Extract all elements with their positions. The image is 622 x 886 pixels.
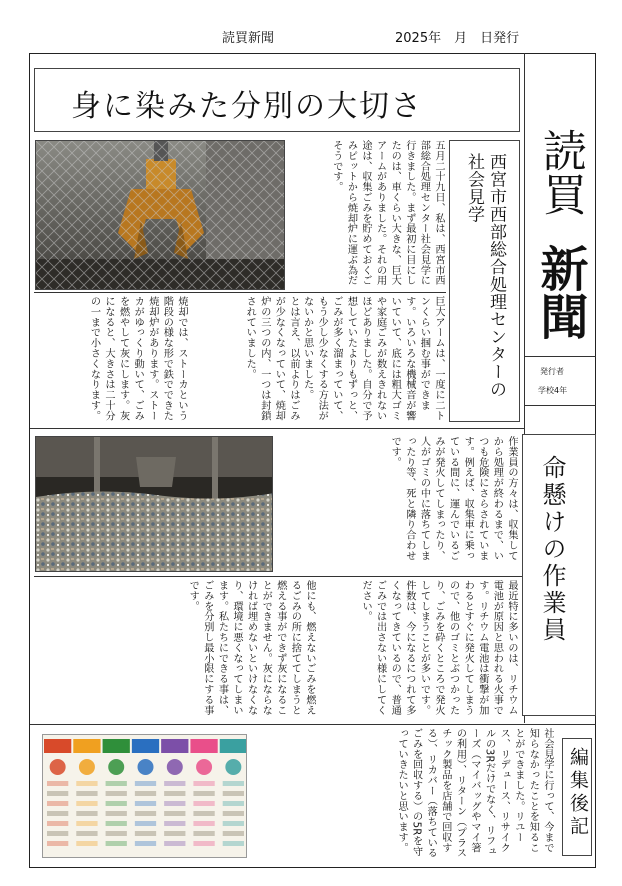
poster-column-item (106, 791, 127, 796)
poster-column-item (193, 811, 214, 816)
poster-column-header (220, 739, 247, 753)
poster-column-item (223, 781, 244, 786)
poster-column-item (164, 811, 185, 816)
poster-column-item (76, 781, 97, 786)
masthead-paper-name: 読買新聞 (222, 31, 275, 46)
poster-column-item (106, 781, 127, 786)
garbage-pit-photo (35, 436, 273, 572)
poster-column-item (135, 781, 156, 786)
recycling-poster (42, 734, 247, 858)
recycling-poster-image (43, 735, 247, 858)
paper-title-line1: 読買 (535, 128, 586, 216)
paper-title-line2: 新聞 (532, 244, 588, 340)
poster-column-item (164, 821, 185, 826)
poster-column-item (76, 811, 97, 816)
poster-column-item (47, 801, 68, 806)
poster-column-item (106, 841, 127, 846)
poster-column-item (106, 821, 127, 826)
poster-column-item (47, 781, 68, 786)
article2-subtitle: 命懸けの作業員 (538, 455, 566, 644)
poster-column-item (76, 831, 97, 836)
article1-body-3: とは言え、以前よりはごみが少なくなっていて、焼却炉の三つの内、一つは封鎖されていました。 (244, 296, 299, 421)
section-divider-2 (30, 724, 596, 725)
poster-column-header (161, 739, 188, 753)
poster-column-header (44, 739, 71, 753)
poster-column-item (223, 821, 244, 826)
poster-column-item (193, 821, 214, 826)
poster-column-icon (225, 759, 241, 775)
poster-column-header (73, 739, 100, 753)
poster-column-icon (196, 759, 212, 775)
poster-column-header (190, 739, 217, 753)
poster-column-item (193, 831, 214, 836)
poster-column-item (47, 791, 68, 796)
publisher-label: 発行者 (540, 367, 564, 376)
poster-column-icon (138, 759, 154, 775)
article1-row-divider (34, 292, 446, 293)
article1-body-2: 巨大アームは、一度に二トンくらい掴む事ができます。いろいろな機械音が響いていて、底には粗大ゴミや家庭ごみが数えきれないほどありました。自分で予想していたよりもずっと、ごみが多く溜まっていて、もう少し少なくする方法がないかと思いました。 (302, 296, 444, 421)
poster-column-item (193, 801, 214, 806)
poster-column-header (132, 739, 159, 753)
poster-column-item (223, 831, 244, 836)
poster-column-item (76, 841, 97, 846)
poster-column-item (47, 811, 68, 816)
publisher-divider (524, 405, 596, 406)
poster-column-item (135, 841, 156, 846)
title-block (526, 56, 594, 356)
poster-column-item (135, 831, 156, 836)
poster-column-item (223, 791, 244, 796)
poster-column-item (47, 841, 68, 846)
poster-column-item (47, 831, 68, 836)
poster-column-item (135, 801, 156, 806)
issue-date: 2025年 月 日発行 (395, 31, 520, 46)
article2-body-1: 作業員の方々は、収集してから処理が終わるまで、いつも危険にさらされています。例えば、収集車に乗っている間に、運んでいるごみが発火してしまったり、人がゴミの中に落ちてしまったり等、死と隣り合わせです。 (389, 436, 517, 561)
article2-row-divider (34, 576, 522, 577)
poster-column-item (164, 841, 185, 846)
poster-column-item (76, 801, 97, 806)
poster-column-item (106, 831, 127, 836)
poster-column-item (76, 821, 97, 826)
editorial-body: 社会見学に行って、今まで知らなかったことを知ることができました。リユース、リデュース、リサイクルの3Rだけでなく、リフューズ（マイバッグやマイ箸の利用）、リターン（プラスチック製品を店舗で回収する）、リカバー（落ちているごみを回収する）の5Rを守っていきたいと思います。 (396, 728, 553, 859)
poster-column-item (135, 811, 156, 816)
poster-column-icon (50, 759, 66, 775)
poster-column-item (223, 841, 244, 846)
article1-body-4: 焼却では、ストーカという階段の様な形で鉄でできた焼却炉があります。ストーカがゆっくり動いて、ごみを燃やして灰にします。灰になると、大きさは二十分の一まで小さくなります。 (88, 296, 187, 421)
poster-column-item (135, 821, 156, 826)
title-block-divider (524, 356, 596, 357)
poster-column-item (106, 811, 127, 816)
poster-column-item (47, 821, 68, 826)
poster-column-item (106, 801, 127, 806)
poster-column-item (193, 841, 214, 846)
poster-column-item (164, 791, 185, 796)
publisher-value: 学校4年 (538, 386, 568, 395)
poster-column-item (164, 831, 185, 836)
article2-body-2: 最近特に多いのは、リチウム電池が原因と思われる火事です。リチウム電池は衝撃が加わるとすぐに発火してしまうので、他のゴミとぶつかったり、ごみを砕くところで発火してしまうことが多いです。件数は、今になるにつれて多くなってきているので、普通ごみでは出さない様にしてください。 (360, 580, 517, 716)
crane-photo (35, 140, 285, 290)
poster-column-item (193, 791, 214, 796)
garbage-pit-image (36, 437, 273, 572)
article1-subtitle-box (449, 140, 520, 422)
poster-column-item (223, 811, 244, 816)
poster-column-item (223, 801, 244, 806)
poster-column-header (103, 739, 130, 753)
poster-column-icon (167, 759, 183, 775)
poster-column-item (76, 791, 97, 796)
crane-photo-image (36, 141, 285, 290)
poster-column-item (164, 801, 185, 806)
poster-column-item (193, 781, 214, 786)
poster-column-item (135, 791, 156, 796)
poster-column-icon (79, 759, 95, 775)
article1-body-1: 五月二十九日、私は、西宮市西部総合処理センター社会見学に行きました。まず最初に目にしたのは、車くらい大きな、巨大アームがありました。それの用途は、収集ごみを貯めておくごみピットから焼却炉に運ぶ為だそうです。 (330, 140, 444, 286)
editorial-title-box (562, 738, 592, 856)
headline: 身に染みた分別の大切さ (71, 89, 423, 124)
poster-column-item (164, 781, 185, 786)
headline-box (34, 68, 520, 132)
poster-column-icon (108, 759, 124, 775)
editorial-title: 編集後記 (567, 747, 589, 839)
article2-subtitle-box (522, 434, 596, 716)
article2-body-3: 他にも、燃えないごみを燃えるごみの所に捨ててしまうと燃える事ができず灰になることができません。灰にならなければ埋めないといけなくなり、環境に悪くなってしまいます。私たちにできる事は、ごみを分別し最小限にする事です。 (187, 580, 315, 716)
article1-subtitle: 西宮市西部総合処理センターの社会見学 (464, 153, 506, 398)
section-divider-1 (30, 428, 524, 429)
